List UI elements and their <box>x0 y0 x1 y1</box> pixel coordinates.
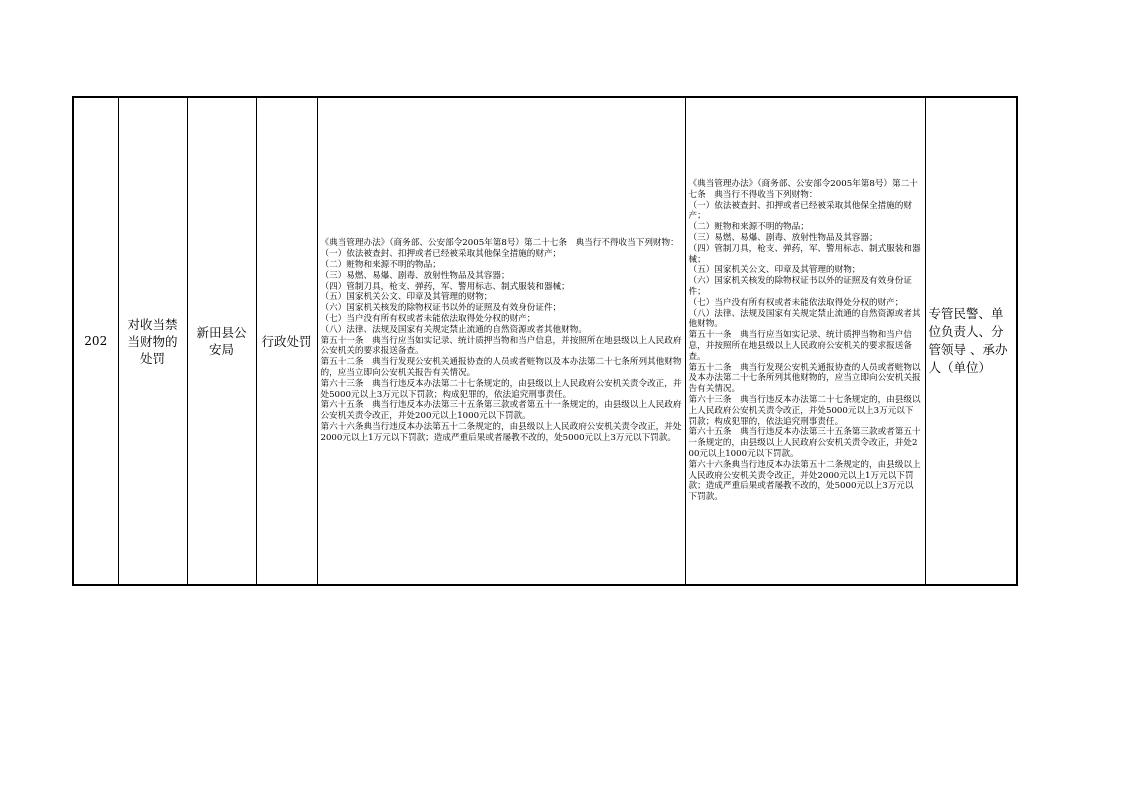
department-cell: 新田县公安局 <box>187 97 256 585</box>
legal-basis-text <box>318 238 685 443</box>
basis-paragraph: 第六十六条典当行违反本办法第五十二条规定的，由县级以上人民政府公安机关责令改正，并处2000元以上1万元以下罚款；造成严重后果或者屡教不改的，处5000元以上3万元以下罚款。 <box>320 421 682 443</box>
responsible-party-cell: 专管民警、单位负责人、分管领导 、承办人（单位） <box>925 97 1017 585</box>
basis-paragraph: （五）国家机关公文、印章及其管理的财物； <box>320 292 493 303</box>
basis-paragraph: （四）管制刀具，枪支、弹药，军、警用标志、制式服装和器械； <box>688 243 921 265</box>
penalty-basis-cell <box>685 97 925 585</box>
basis-paragraph: 第六十三条 典当行违反本办法第二十七条规定的，由县级以上人民政府公安机关责令改正，并处5000元以上3万元以下罚款；构成犯罪的，依法追究刑事责任。 <box>320 378 682 400</box>
penalty-basis-text <box>686 179 925 503</box>
basis-paragraph: （七）当户没有所有权或者未能依法取得处分权的财产； <box>688 297 904 308</box>
basis-paragraph: （八）法律、法规及国家有关规定禁止流通的自然资源或者其他财物。 <box>688 308 921 330</box>
basis-paragraph: （三）易燃、易爆、剧毒、放射性物品及其容器； <box>688 233 878 244</box>
table-row <box>73 97 1017 585</box>
basis-paragraph: （八）法律、法规及国家有关规定禁止流通的自然资源或者其他财物。 <box>320 324 587 335</box>
basis-paragraph: （一）依法被查封、扣押或者已经被采取其他保全措施的财产； <box>320 249 562 260</box>
basis-paragraph: 第五十一条 典当行应当如实记录、统计质押当物和当户信息，并按照所在地县级以上人民政府公安机关的要求报送备查。 <box>320 335 682 357</box>
basis-paragraph: 第六十六条典当行违反本办法第五十二条规定的，由县级以上人民政府公安机关责令改正，并处2000元以上1万元以下罚款；造成严重后果或者屡教不改的，处5000元以上3万元以下罚款。 <box>688 459 921 503</box>
basis-paragraph: （四）管制刀具，枪支、弹药，军、警用标志、制式服装和器械； <box>320 281 570 292</box>
power-list-table <box>72 96 1018 586</box>
basis-paragraph: （二）赃物和来源不明的物品； <box>320 260 441 271</box>
basis-paragraph: 《典当管理办法》（商务部、公安部令2005年第8号）第二十七条 典当行不得收当下列财物： <box>688 179 918 200</box>
basis-paragraph: 第六十五条 典当行违反本办法第三十五条第三款或者第五十一条规定的，由县级以上人民政府公安机关责令改正，并处200元以上1000元以下罚款。 <box>688 427 921 459</box>
basis-paragraph: 第六十五条 典当行违反本办法第三十五条第三款或者第五十一条规定的，由县级以上人民政府公安机关责令改正，并处200元以上1000元以下罚款。 <box>320 400 682 422</box>
basis-paragraph: 第六十三条 典当行违反本办法第二十七条规定的，由县级以上人民政府公安机关责令改正，并处5000元以上3万元以下罚款；构成犯罪的，依法追究刑事责任。 <box>688 394 921 427</box>
basis-paragraph: 第五十二条 典当行发现公安机关通报协查的人员或者赃物以及本办法第二十七条所列其他财物的，应当立即向公安机关报告有关情况。 <box>688 362 921 395</box>
power-type-cell: 行政处罚 <box>256 97 317 585</box>
basis-paragraph: 《典当管理办法》（商务部、公安部令2005年第8号）第二十七条 典当行不得收当下列财物： <box>320 238 679 249</box>
basis-paragraph: 第五十一条 典当行应当如实记录、统计质押当物和当户信息，并按照所在地县级以上人民政府公安机关的要求报送备查。 <box>688 330 912 362</box>
basis-paragraph: （七）当户没有所有权或者未能依法取得处分权的财产； <box>320 314 536 324</box>
basis-paragraph: （三）易燃、易爆、剧毒、放射性物品及其容器； <box>320 270 510 281</box>
basis-paragraph: （五）国家机关公文、印章及其管理的财物； <box>688 265 861 276</box>
basis-paragraph: （六）国家机关核发的除物权证书以外的证照及有效身份证件； <box>688 276 912 298</box>
basis-paragraph: （二）赃物和来源不明的物品； <box>688 222 809 233</box>
basis-paragraph: （一）依法被查封、扣押或者已经被采取其他保全措施的财产； <box>688 200 912 222</box>
basis-paragraph: （六）国家机关核发的除物权证书以外的证照及有效身份证件； <box>320 303 562 314</box>
basis-paragraph: 第五十二条 典当行发现公安机关通报协查的人员或者赃物以及本办法第二十七条所列其他财物的，应当立即向公安机关报告有关情况。 <box>320 357 682 378</box>
item-name-cell: 对收当禁当财物的处罚 <box>118 97 187 585</box>
row-number-cell: 202 <box>73 97 118 585</box>
legal-basis-cell <box>317 97 685 585</box>
